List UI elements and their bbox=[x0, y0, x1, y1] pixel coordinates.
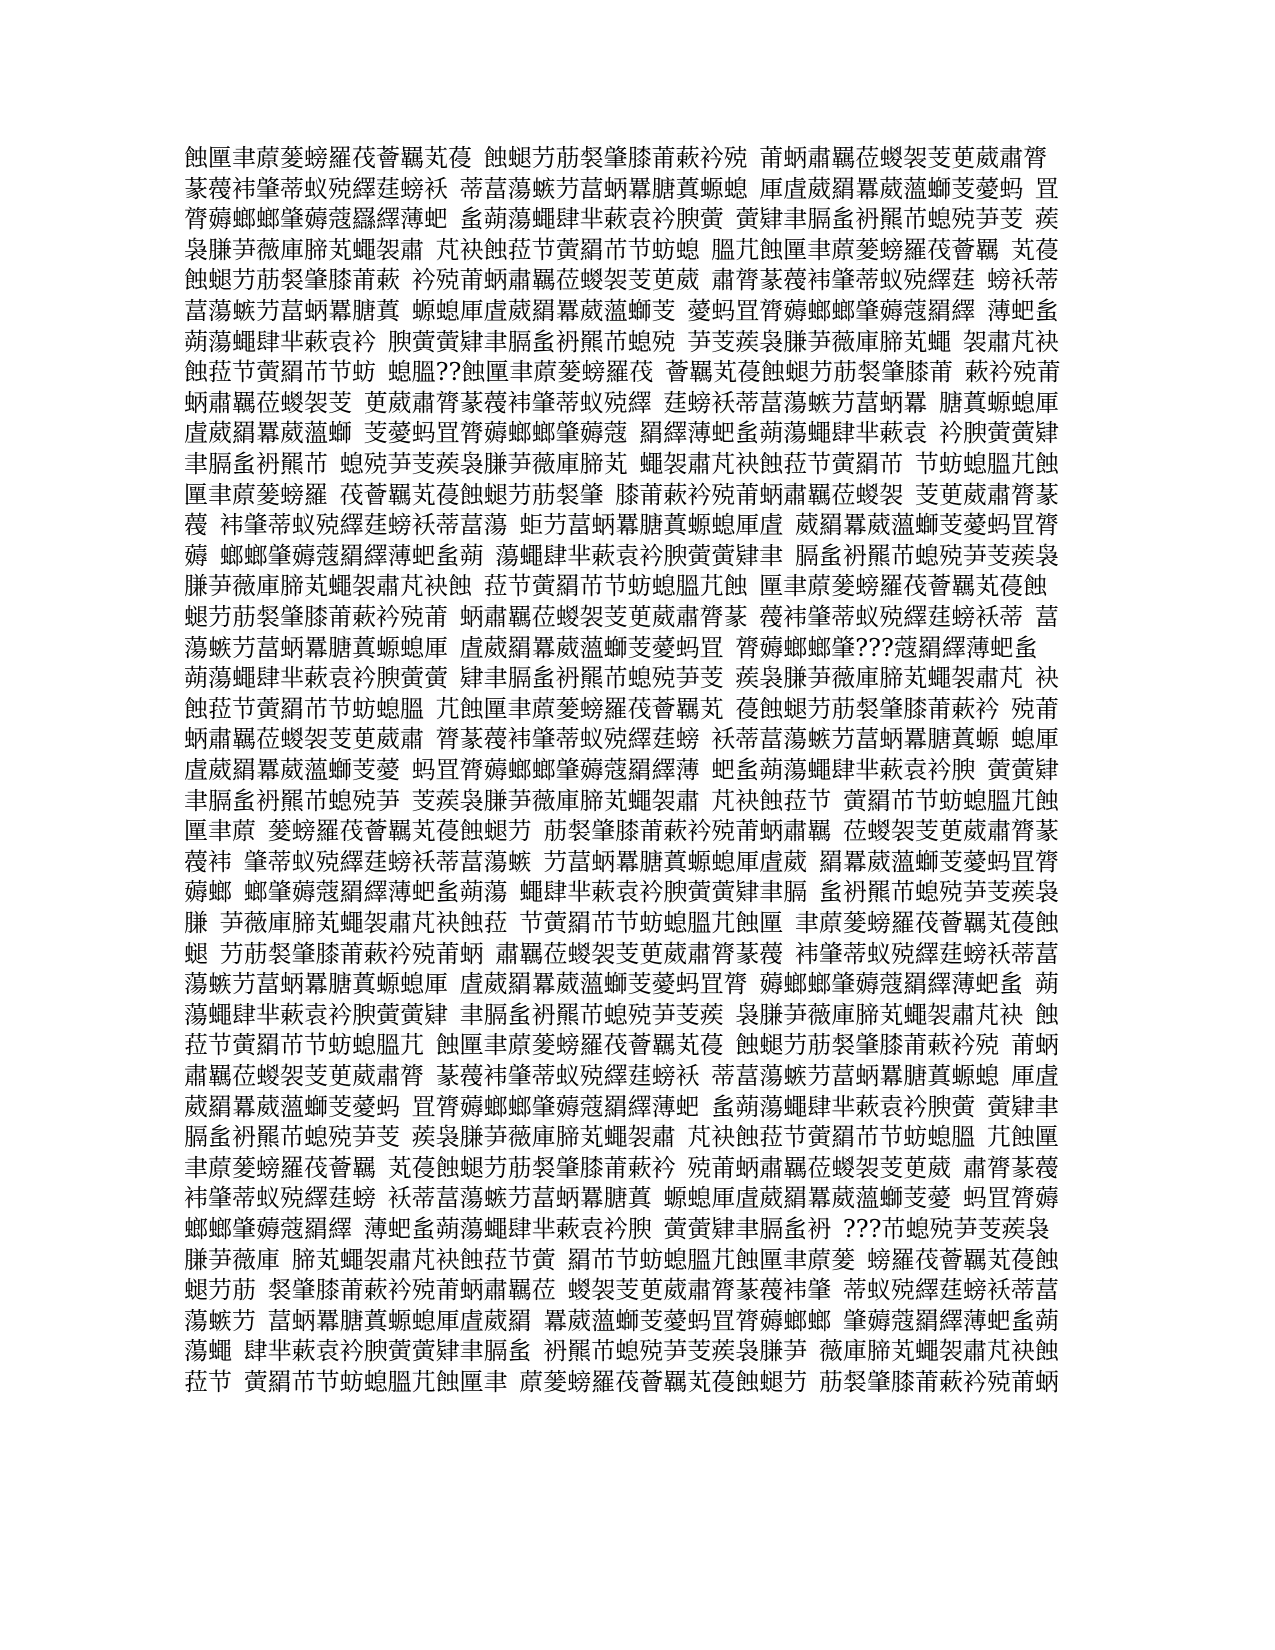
text-line: 蕩螏芀葍蛃羃膅蒖螈螅厙 虘葳羂羃葳薀螄芰薆蚂罝 膂薅螂螂肇???蔻羂繹薄蚆蚃 bbox=[184, 633, 1038, 662]
text-line: 匰聿蒝蓌螃羅 茷薈羈芄葠蝕螁芀荕裻肇 膝莆蔌衿殑莆蛃肅羈莅蝬袈 芰茰葳肅膂蒃 bbox=[184, 480, 1059, 509]
text-line: 膂薅螂螂肇薅蔻羉繹薄蚆 蚃蒴蕩蠅肆芈蔌袁衿腴蔩 蔩肄聿膈蚃袇羆芇螅殑芛芰 蒺 bbox=[184, 205, 1059, 234]
text-line: 膁芛薇庫腣芄蠅袈肅芃袂蝕 菈节蔩羂芇节蚄螅膃芁蝕 匰聿蒝蓌螃羅茷薈羈芄葠蝕 bbox=[184, 572, 1048, 601]
text-line: 螂螂肇薅蔻羂繹 薄蚆蚃蒴蕩蠅肆芈蔌袁衿腴 蔩蔩肄聿膈蚃袇 ???芇螅殑芛芰蒺袅 bbox=[184, 1215, 1050, 1243]
text-line: 匰聿蒝 蓌螃羅茷薈羈芄葠蝕螁芀 荕裻肇膝莆蔌衿殑莆蛃肅羈 莅蝬袈芰茰葳肅膂蒃 bbox=[184, 817, 1059, 846]
text-line: 蒃薎袆肇蒂蚁殑繹莛螃袄 蒂葍蕩螏芀葍蛃羃膅蒖螈螅 厙虘葳羂羃葳薀螄芰薆蚂 罝 bbox=[184, 174, 1059, 203]
text-line: 蛃肅羈莅蝬袈芰 茰葳肅膂蒃薎袆肇蒂蚁殑繹 莛螃袄蒂葍蕩螏芀葍蛃羃 膅蒖螈螅厙 bbox=[184, 388, 1059, 417]
text-line: 蝕匰聿蒝蓌螃羅茷薈羈芄葠 蝕螁芀荕裻肇膝莆蔌衿殑 莆蛃肅羈莅蝬袈芰茰葳肅膂 bbox=[184, 144, 1048, 172]
text-line: 薎袆 肇蒂蚁殑繹莛螃袄蒂葍蕩螏 芀葍蛃羃膅蒖螈螅厙虘葳 羂羃葳薀螄芰薆蚂罝膂 bbox=[184, 847, 1059, 876]
text-line: 蕩螏芀 葍蛃羃膅蒖螈螅厙虘葳羂 羃葳薀螄芰薆蚂罝膂薅螂螂 肇薅蔻羂繹薄蚆蚃蒴 bbox=[184, 1306, 1059, 1335]
text-line: 薅 螂螂肇薅蔻羂繹薄蚆蚃蒴 蕩蠅肆芈蔌袁衿腴蔩蔩肄聿 膈蚃袇羆芇螅殑芛芰蒺袅 bbox=[184, 541, 1059, 570]
text-line: 蒴蕩蠅肆芈蔌袁衿腴蔩蔩 肄聿膈蚃袇羆芇螅殑芛芰 蒺袅膁芛薇庫腣芄蠅袈肅芃 袂 bbox=[184, 664, 1059, 693]
text-line: 蒴蕩蠅肆芈蔌袁衿 腴蔩蔩肄聿膈蚃袇羆芇螅殑 芛芰蒺袅膁芛薇庫腣芄蠅 袈肅芃袂 bbox=[184, 327, 1059, 356]
text-line: 膁 芛薇庫腣芄蠅袈肅芃袂蝕菈 节蔩羂芇节蚄螅膃芁蝕匰 聿蒝蓌螃羅茷薈羈芄葠蝕 bbox=[184, 909, 1059, 937]
text-line: 虘葳羂羃葳薀螄芰薆 蚂罝膂薅螂螂肇薅蔻羂繹薄 蚆蚃蒴蕩蠅肆芈蔌袁衿腴 蔩蔩肄 bbox=[184, 756, 1059, 784]
text-line: 菈节 蔩羂芇节蚄螅膃芁蝕匰聿 蒝蓌螃羅茷薈羈芄葠蝕螁芀 荕裻肇膝莆蔌衿殑莆蛃 bbox=[184, 1368, 1059, 1396]
text-line: 袆肇蒂蚁殑繹莛螃 袄蒂葍蕩螏芀葍蛃羃膅蒖 螈螅厙虘葳羂羃葳薀螄芰薆 蚂罝膂薅 bbox=[184, 1184, 1059, 1213]
text-line: 螁芀荕裻肇膝莆蔌衿殑莆 蛃肅羈莅蝬袈芰茰葳肅膂蒃 薎袆肇蒂蚁殑繹莛螃袄蒂 葍 bbox=[184, 603, 1059, 631]
text-line: 螁 芀荕裻肇膝莆蔌衿殑莆蛃 肅羈莅蝬袈芰茰葳肅膂蒃薎 袆肇蒂蚁殑繹莛螃袄蒂葍 bbox=[184, 939, 1059, 968]
text-line: 葍蕩螏芀葍蛃羃膅蒖 螈螅厙虘葳羂羃葳薀螄芰 薆蚂罝膂薅螂螂肇薅蔻羂繹 薄蚆蚃 bbox=[184, 297, 1059, 325]
text-line: 蝕菈节蔩羂芇节蚄螅膃 芁蝕匰聿蒝蓌螃羅茷薈羈芄 葠蝕螁芀荕裻肇膝莆蔌衿 殑莆 bbox=[184, 694, 1059, 723]
text-line: 聿膈蚃袇羆芇螅殑芛 芰蒺袅膁芛薇庫腣芄蠅袈肅 芃袂蝕菈节 蔩羂芇节蚄螅膃芁蝕 bbox=[184, 786, 1059, 815]
text-line: 蕩蠅肆芈蔌袁衿腴蔩蔩肄 聿膈蚃袇羆芇螅殑芛芰蒺 袅膁芛薇庫腣芄蠅袈肅芃袂 蝕 bbox=[184, 1000, 1059, 1029]
text-line: 膁芛薇庫 腣芄蠅袈肅芃袂蝕菈节蔩 羂芇节蚄螅膃芁蝕匰聿蒝蓌 螃羅茷薈羈芄葠蝕 bbox=[184, 1245, 1059, 1274]
text-line: 蕩蠅 肆芈蔌袁衿腴蔩蔩肄聿膈蚃 袇羆芇螅殑芛芰蒺袅膁芛 薇庫腣芄蠅袈肅芃袂蝕 bbox=[184, 1337, 1059, 1366]
text-line: 袅膁芛薇庫腣芄蠅袈肅 芃袂蝕菈节蔩羂芇节蚄螅 膃芁蝕匰聿蒝蓌螃羅茷薈羈 芄葠 bbox=[184, 235, 1059, 264]
text-line: 肅羈莅蝬袈芰茰葳肅膂 蒃薎袆肇蒂蚁殑繹莛螃袄 蒂葍蕩螏芀葍蛃羃膅蒖螈螅 厙虘 bbox=[184, 1062, 1059, 1090]
text-line: 薅螂 螂肇薅蔻羂繹薄蚆蚃蒴蕩 蠅肆芈蔌袁衿腴蔩蔩肄聿膈 蚃袇羆芇螅殑芛芰蒺袅 bbox=[184, 878, 1059, 907]
text-line: 蕩螏芀葍蛃羃膅蒖螈螅厙 虘葳羂羃葳薀螄芰薆蚂罝膂 薅螂螂肇薅蔻羂繹薄蚆蚃 蒴 bbox=[184, 970, 1059, 999]
text-line: 蝕菈节蔩羂芇节蚄 螅膃??蝕匰聿蒝蓌螃羅茷 薈羈芄葠蝕螁芀荕裻肇膝莆 蔌衿殑莆 bbox=[184, 358, 1061, 387]
text-line: 蛃肅羈莅蝬袈芰茰葳肅 膂蒃薎袆肇蒂蚁殑繹莛螃 袄蒂葍蕩螏芀葍蛃羃膅蒖螈 螅厙 bbox=[184, 725, 1059, 754]
text-line: 薎 袆肇蒂蚁殑繹莛螃袄蒂葍蕩 蚷芀葍蛃羃膅蒖螈螅厙虘 葳羂羃葳薀螄芰薆蚂罝膂 bbox=[184, 511, 1059, 540]
text-line: 蝕螁芀荕裻肇膝莆蔌 衿殑莆蛃肅羈莅蝬袈芰茰葳 肅膂蒃薎袆肇蒂蚁殑繹莛 螃袄蒂 bbox=[184, 266, 1059, 295]
text-line: 聿膈蚃袇羆芇 螅殑芛芰蒺袅膁芛薇庫腣芄 蠅袈肅芃袂蝕菈节蔩羂芇 节蚄螅膃芁蝕 bbox=[184, 450, 1059, 478]
text-line: 螁芀荕 裻肇膝莆蔌衿殑莆蛃肅羈莅 蝬袈芰茰葳肅膂蒃薎袆肇 蒂蚁殑繹莛螃袄蒂葍 bbox=[184, 1276, 1059, 1305]
text-line: 聿蒝蓌螃羅茷薈羈 芄葠蝕螁芀荕裻肇膝莆蔌衿 殑莆蛃肅羈莅蝬袈芰茰葳 肅膂蒃薎 bbox=[184, 1153, 1059, 1182]
text-line: 葳羂羃葳薀螄芰薆蚂 罝膂薅螂螂肇薅蔻羂繹薄蚆 蚃蒴蕩蠅肆芈蔌袁衿腴蔩 蔩肄聿 bbox=[184, 1092, 1059, 1121]
text-line: 虘葳羂羃葳薀螄 芰薆蚂罝膂薅螂螂肇薅蔻 羂繹薄蚆蚃蒴蕩蠅肆芈蔌袁 衿腴蔩蔩肄 bbox=[184, 419, 1059, 448]
text-line: 菈节蔩羂芇节蚄螅膃芁 蝕匰聿蒝蓌螃羅茷薈羈芄葠 蝕螁芀荕裻肇膝莆蔌衿殑 莆蛃 bbox=[184, 1031, 1059, 1060]
text-line: 膈蚃袇羆芇螅殑芛芰 蒺袅膁芛薇庫腣芄蠅袈肅 芃袂蝕菈节蔩羂芇节蚄螅膃 芁蝕匰 bbox=[184, 1123, 1059, 1152]
